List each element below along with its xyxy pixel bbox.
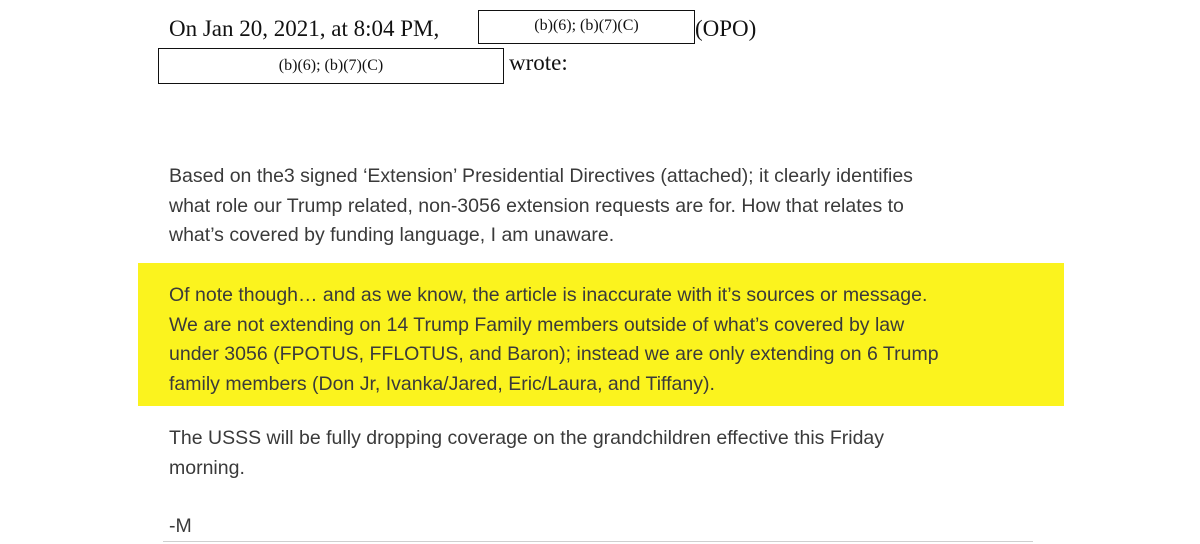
redaction-label: (b)(6); (b)(7)(C) bbox=[534, 17, 639, 34]
redaction-box-sender bbox=[478, 10, 695, 44]
text-line: We are not extending on 14 Trump Family members outside of what’s covered by law bbox=[169, 313, 905, 336]
text-line: The USSS will be fully dropping coverage on the grandchildren effective this Friday bbox=[169, 427, 885, 449]
email-header-sender-org: (OPO) bbox=[695, 16, 757, 41]
paragraph-coverage bbox=[169, 424, 884, 483]
text-line: Based on the3 signed ‘Extension’ Presidential Directives (attached); it clearly identifies bbox=[169, 165, 913, 187]
redaction-label: (b)(6); (b)(7)(C) bbox=[278, 57, 384, 74]
redaction-box-address bbox=[158, 48, 504, 84]
email-header-wrote: wrote: bbox=[509, 50, 568, 75]
text-line: what role our Trump related, non-3056 extension requests are for. How that relates to bbox=[169, 194, 904, 217]
text-line: family members (Don Jr, Ivanka/Jared, Eric/Laura, and Tiffany). bbox=[169, 372, 715, 395]
paragraph-highlighted-note bbox=[169, 281, 939, 399]
text-line: under 3056 (FPOTUS, FFLOTUS, and Baron); instead we are only extending on 6 Trump bbox=[169, 343, 939, 365]
text-line: what’s covered by funding language, I am unaware. bbox=[169, 224, 615, 246]
bottom-divider bbox=[163, 541, 1033, 542]
paragraph-directives bbox=[169, 162, 913, 251]
signature: -M bbox=[169, 515, 192, 537]
text-line: Of note though… and as we know, the article is inaccurate with it’s sources or message. bbox=[169, 284, 928, 306]
email-header-sender-prefix: On Jan 20, 2021, at 8:04 PM, bbox=[169, 16, 440, 41]
text-line: morning. bbox=[169, 456, 245, 479]
